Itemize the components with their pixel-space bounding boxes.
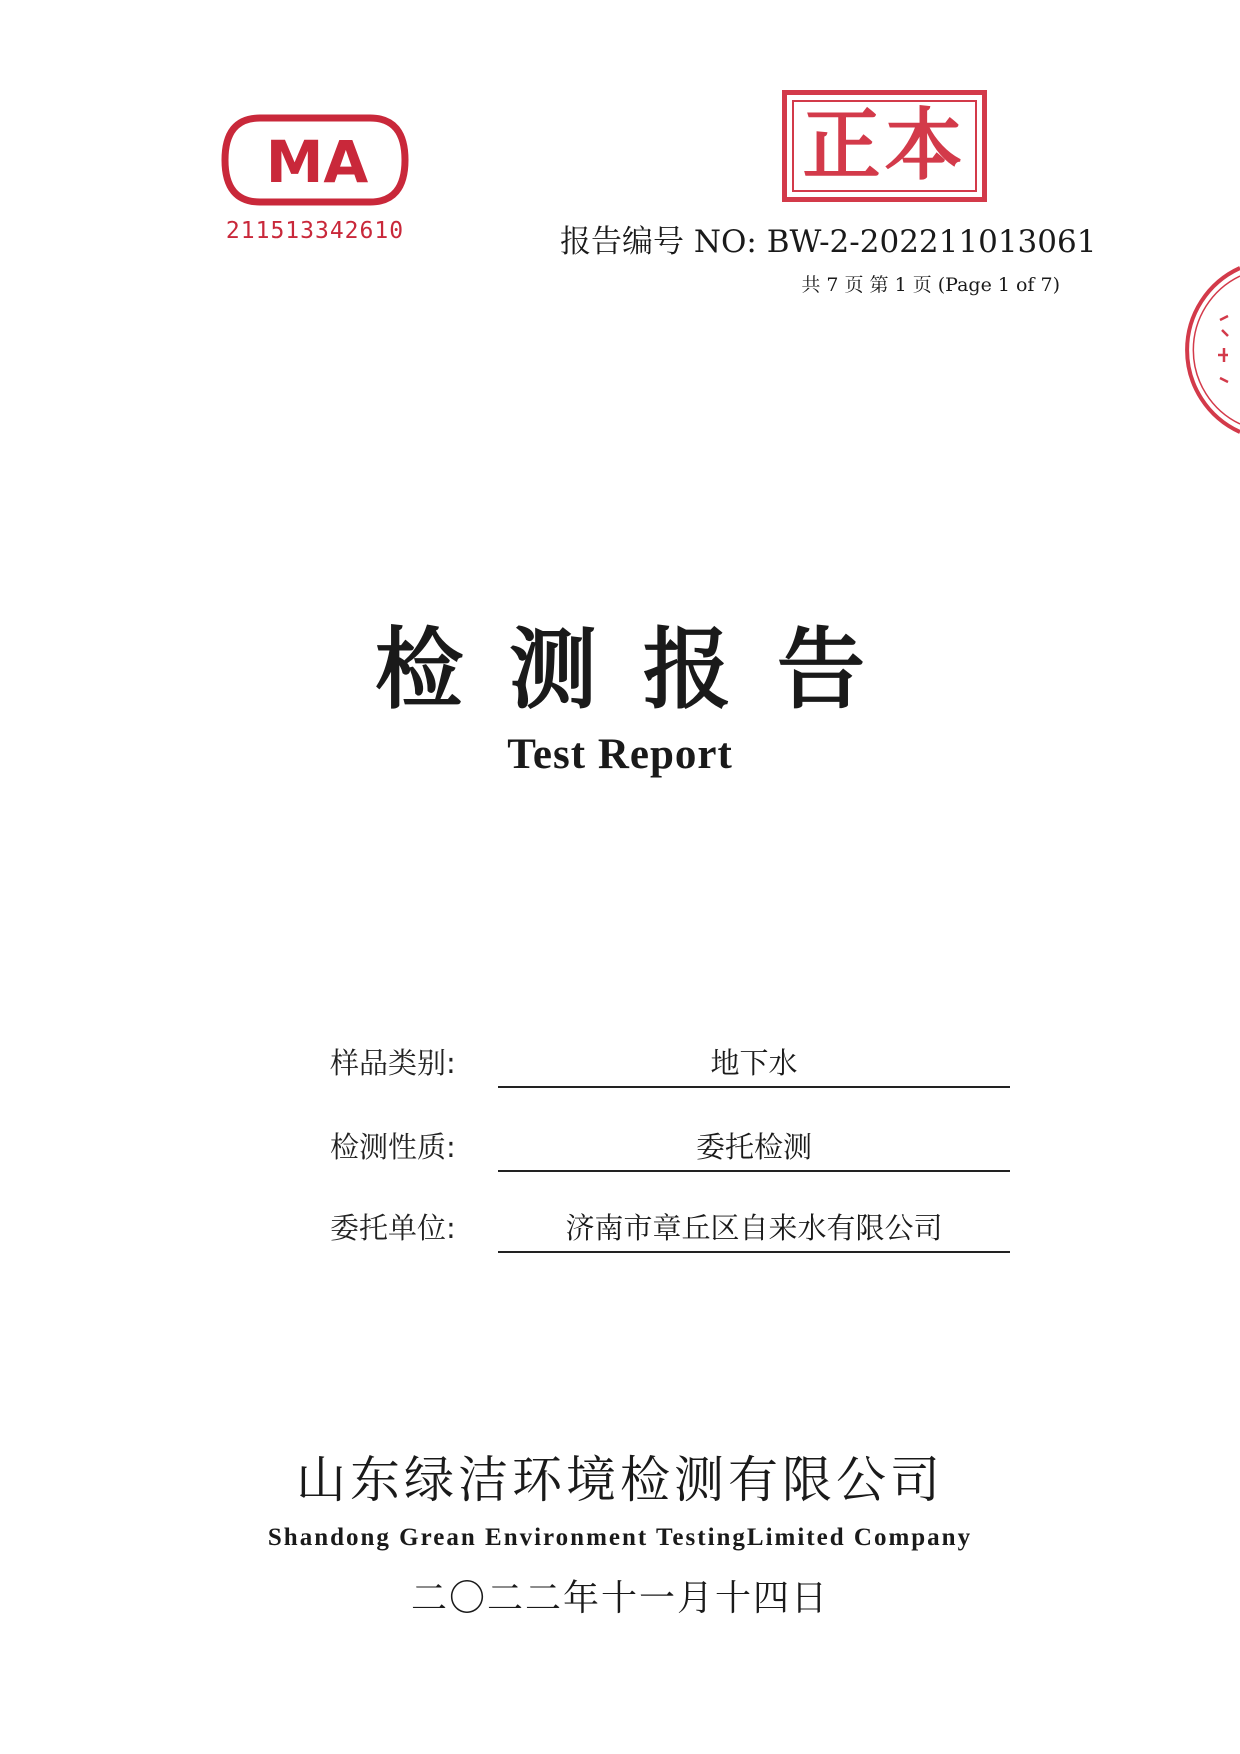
field-value: 济南市章丘区自来水有限公司 <box>498 1206 1010 1253</box>
edge-seal-icon <box>1180 260 1240 440</box>
original-copy-text: 正本 <box>802 101 967 191</box>
field-row-client <box>330 1203 1010 1253</box>
report-number: 报告编号 NO: BW-2-202211013061 <box>560 224 1097 260</box>
field-label: 委托单位: <box>330 1211 456 1245</box>
field-label: 检测性质: <box>330 1130 456 1164</box>
field-label: 样品类别: <box>330 1046 456 1080</box>
cma-mark-text: MA <box>265 128 369 196</box>
field-row-sample-type <box>330 1038 1010 1088</box>
cma-stamp-icon <box>220 110 410 210</box>
field-value: 地下水 <box>498 1041 1010 1088</box>
main-title: 检测报告 <box>374 618 911 721</box>
main-subtitle: Test Report <box>507 731 733 778</box>
original-copy-stamp <box>782 90 987 202</box>
company-name-en: Shandong Grean Environment TestingLimited Company <box>267 1524 973 1551</box>
company-name-cn: 山东绿洁环境检测有限公司 <box>296 1451 944 1509</box>
report-date: 二〇二二年十一月十四日 <box>410 1578 829 1619</box>
field-value: 委托检测 <box>498 1125 1010 1172</box>
field-row-test-nature <box>330 1122 1010 1172</box>
cma-number: 211513342610 <box>225 218 405 244</box>
page-info: 共 7 页 第 1 页 (Page 1 of 7) <box>801 274 1060 296</box>
